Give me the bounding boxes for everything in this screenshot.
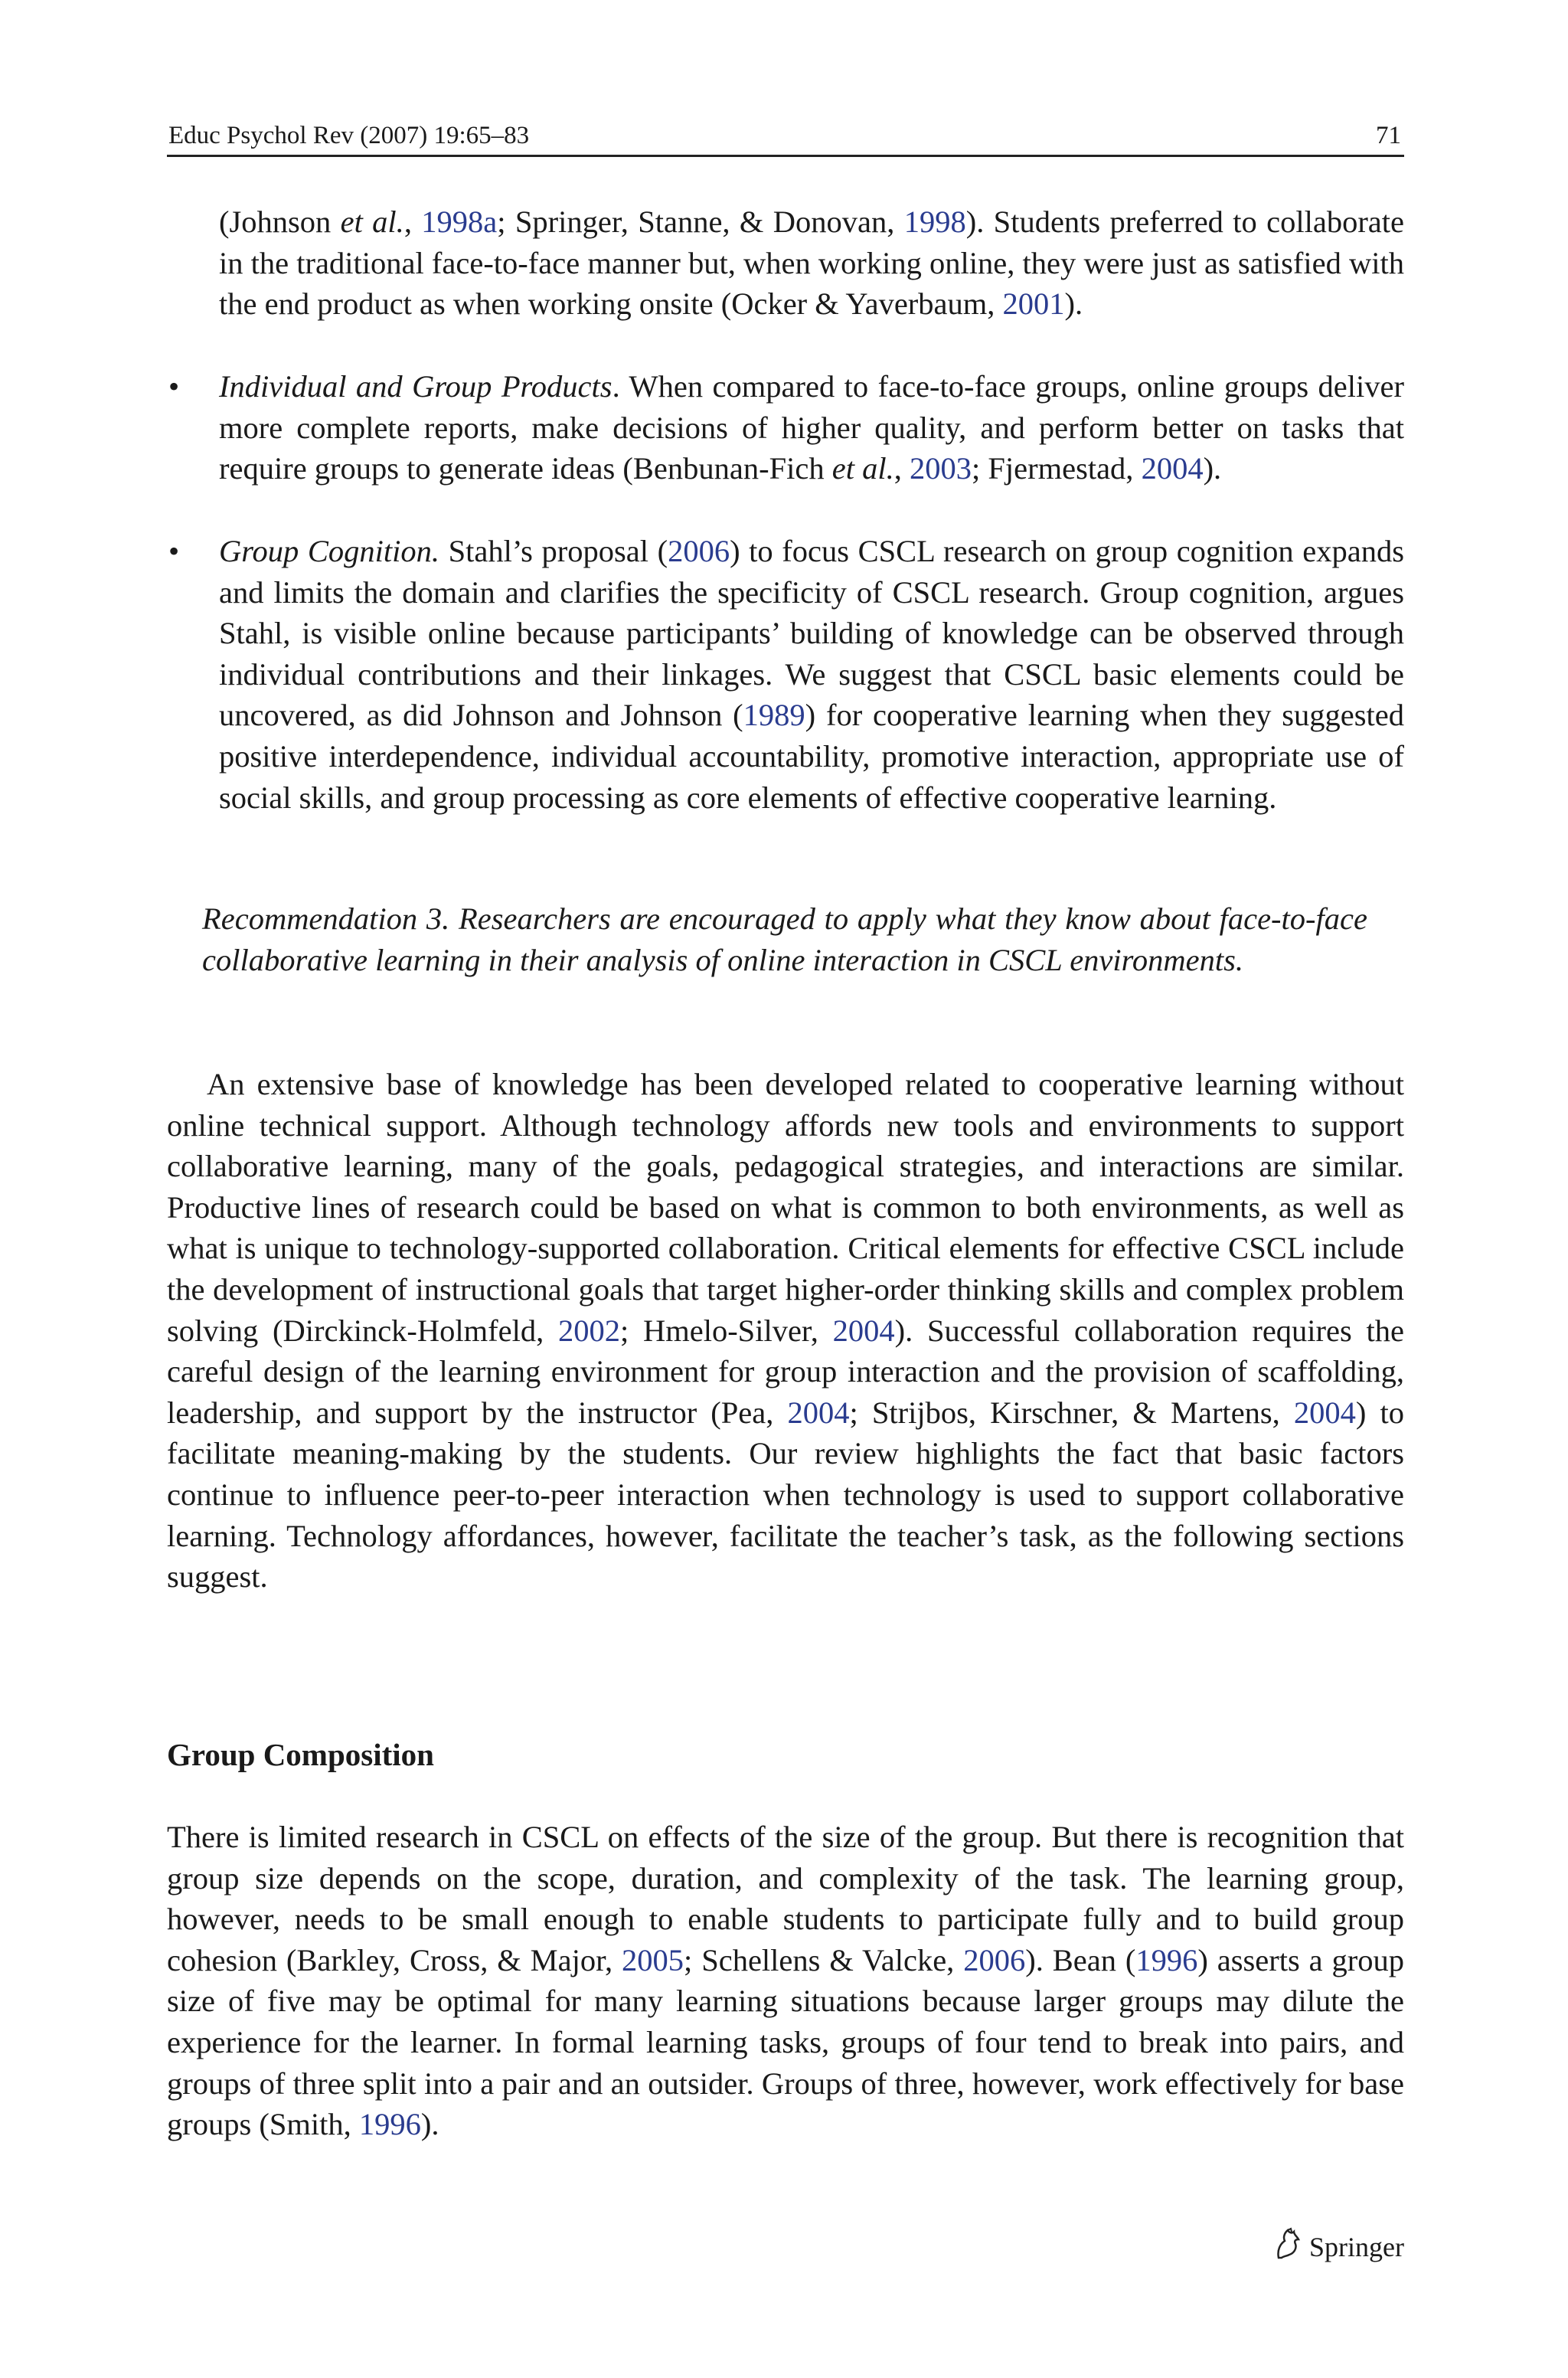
citation-link[interactable]: 1998 [903, 204, 966, 239]
body-paragraph-group: There is limited research in CSCL on effects of the size of the group. But there is recognition that group size depends on the scope, duration, and complexity of the task. The learning group, however, needs to be small enough to enable students to participate fully and to build group cohesion (Barkley, Cross, & Major, 2005; Schellens & Valcke, 2006). Bean (1996) asserts a group size of five may be optimal for many learning situations because larger groups may dilute the experience for the learner. In formal learning tasks, groups of four tend to break into pairs, and groups of three split into a pair and an outsider. Groups of three, however, work effectively for base groups (Smith, 1996). [167, 1820, 1404, 2142]
body-paragraph-knowledge: An extensive base of knowledge has been developed related to cooperative learning without online technical support. Although technology affords new tools and environments to support collaborative learning, many of the goals, pedagogical strategies, and interactions are similar. Productive lines of research could be based on what is common to both environments, as well as what is unique to technology-supported collaboration. Critical elements for effective CSCL include the development of instructional goals that target higher-order thinking skills and complex problem solving (Dirckinck-Holmfeld, 2002; Hmelo-Silver, 2004). Successful collaboration requires the careful design of the learning environment for group interaction and the provision of scaffolding, leadership, and support by the instructor (Pea, 2004; Strijbos, Kirschner, & Martens, 2004) to facilitate meaning-making by the students. Our review highlights the fact that basic factors continue to influence peer-to-peer interaction when technology is used to support collaborative learning. Technology affordances, however, facilitate the teacher’s task, as the following sections suggest. [167, 1067, 1404, 1595]
citation-link[interactable]: 2003 [909, 451, 972, 486]
springer-horse-icon [1272, 2227, 1303, 2266]
bullet-title: Individual and Group Products [219, 369, 612, 404]
citation-link[interactable]: 1996 [1135, 1942, 1198, 1977]
bullet-item-products: • Individual and Group Products. When compared to face-to-face groups, online groups deliver more complete reports, make decisions of higher quality, and perform better on tasks that require groups to generate ideas (Benbunan-Fich et al., 2003; Fjermestad, 2004). [219, 366, 1404, 489]
citation-link[interactable]: 2004 [787, 1395, 850, 1430]
citation-link[interactable]: 1996 [358, 2107, 421, 2142]
journal-citation: Educ Psychol Rev (2007) 19:65–83 [168, 122, 530, 149]
citation-link[interactable]: 2004 [832, 1313, 895, 1348]
bullet-marker: • [168, 369, 180, 404]
citation-link[interactable]: 2006 [668, 534, 730, 568]
citation-link[interactable]: 1989 [743, 698, 805, 733]
citation-link[interactable]: 1998a [421, 204, 498, 239]
publisher-logo [1272, 2227, 1404, 2266]
continued-paragraph: (Johnson et al., 1998a; Springer, Stanne, & Donovan, 1998). Students preferred to collaborate in the traditional face-to-face manner but, when working online, they were just as satisfied with the end product as when working onsite (Ocker & Yaverbaum, 2001). [219, 204, 1405, 322]
citation-link[interactable]: 2005 [622, 1942, 684, 1977]
citation-link[interactable]: 2004 [1293, 1395, 1356, 1430]
bullet-title: Group Cognition. [219, 534, 440, 568]
publisher-name: Springer [1309, 2231, 1404, 2262]
running-header [167, 116, 1404, 157]
citation-link[interactable]: 2004 [1141, 451, 1204, 486]
recommendation-block: Recommendation 3. Researchers are encouraged to apply what they know about face-to-face collaborative learning in their analysis of online interaction in CSCL environments. [202, 901, 1367, 977]
citation-link[interactable]: 2002 [557, 1313, 620, 1348]
bullet-marker: • [168, 534, 180, 568]
page-number: 71 [1376, 122, 1401, 149]
citation-link[interactable]: 2001 [1002, 286, 1065, 322]
citation-link[interactable]: 2006 [963, 1942, 1026, 1977]
section-heading: Group Composition [167, 1737, 434, 1772]
bullet-item-cognition: • Group Cognition. Stahl’s proposal (2006) to focus CSCL research on group cognition expands and limits the domain and clarifies the specificity of CSCL research. Group cognition, argues Stahl, is visible online because participants’ building of knowledge can be observed through individual contributions and their linkages. We suggest that CSCL basic elements could be uncovered, as did Johnson and Johnson (1989) for cooperative learning when they suggested positive interdependence, individual accountability, promotive interaction, appropriate use of social skills, and group processing as core elements of effective cooperative learning. [219, 531, 1404, 818]
